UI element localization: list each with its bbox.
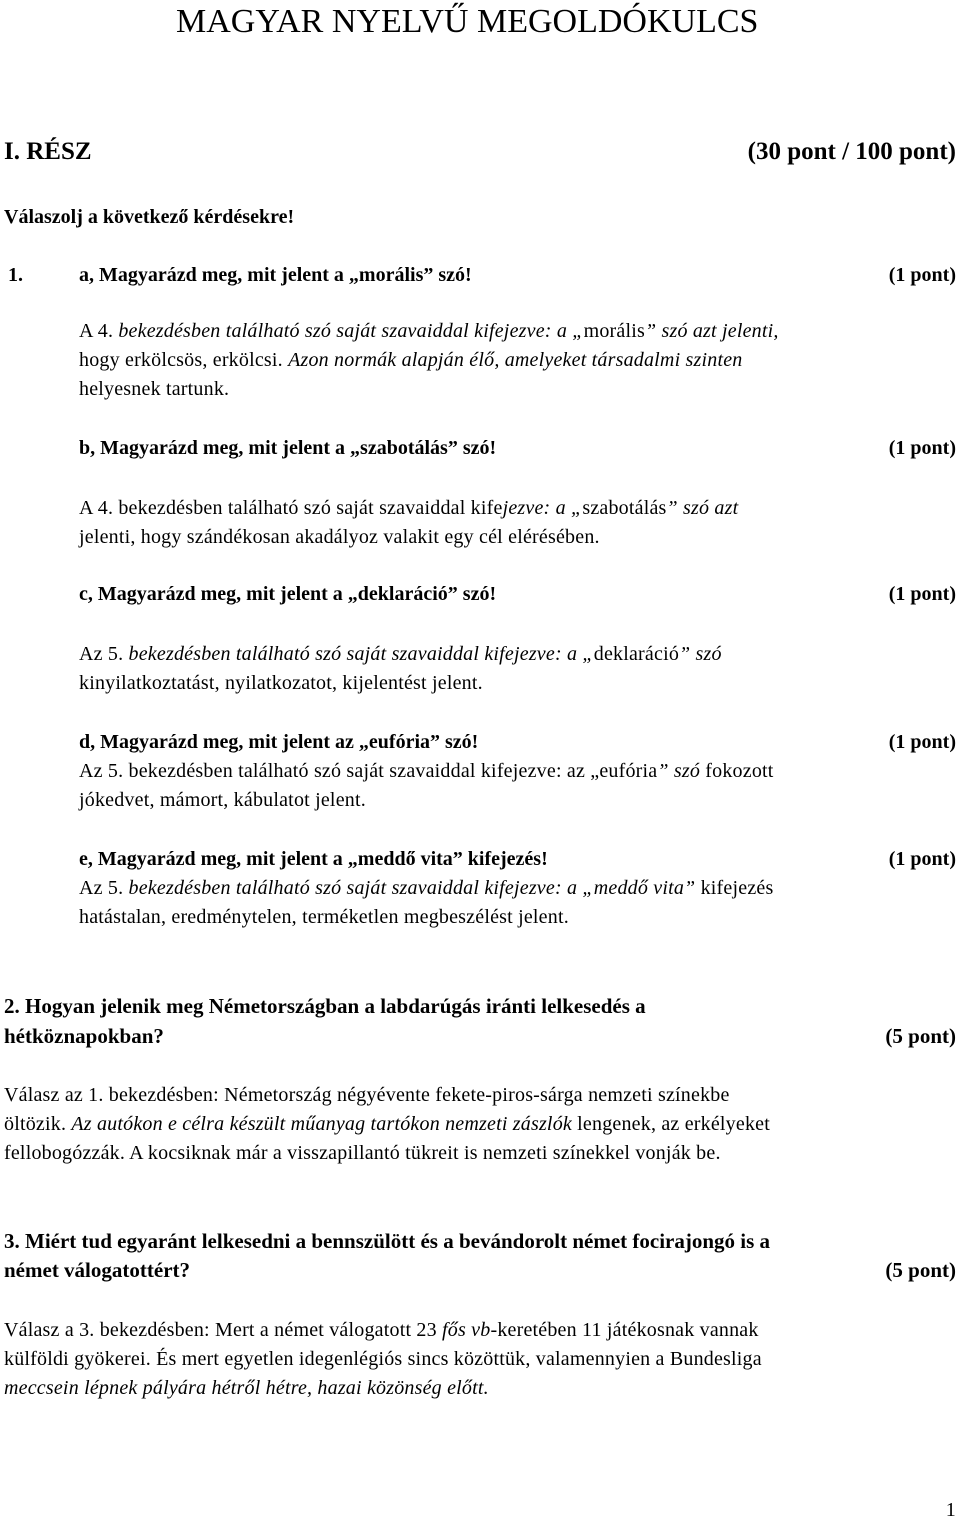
answer-1c-line-2: kinyilatkoztatást, nyilatkozatot, kijelentést jelent.: [79, 672, 483, 694]
answer-1a-line-1: A 4. bekezdésben található szó saját szavaiddal kifejezve: a „morális” szó azt jelenti,: [79, 320, 779, 342]
answer-1b-line-1: A 4. bekezdésben található szó saját szavaiddal kifejezve: a „szabotálás” szó azt: [79, 497, 739, 519]
page-number: 1: [945, 1499, 956, 1521]
answer-3-line-1: Válasz a 3. bekezdésben: Mert a német válogatott 23 fős vb-keretében 11 játékosnak vannak: [4, 1319, 759, 1341]
answer-2-line-3: fellobogózzák. A kocsiknak már a visszapillantó tükreit is nemzeti színekkel vonják be.: [4, 1142, 721, 1164]
question-3-line-2: német válogatottért?: [4, 1258, 191, 1282]
question-1c: c, Magyarázd meg, mit jelent a „deklaráció” szó!: [79, 583, 497, 605]
points-1d: (1 pont): [888, 731, 956, 753]
question-number-1: 1.: [8, 264, 23, 286]
part-label: I. RÉSZ: [4, 138, 92, 165]
question-1e: e, Magyarázd meg, mit jelent a „meddő vita” kifejezés!: [79, 848, 548, 870]
question-1b: b, Magyarázd meg, mit jelent a „szabotálás” szó!: [79, 437, 497, 459]
document-title: MAGYAR NYELVŰ MEGOLDÓKULCS: [176, 3, 759, 40]
answer-1a-line-2: hogy erkölcsös, erkölcsi. Azon normák alapján élő, amelyeket társadalmi szinten: [79, 349, 743, 371]
answer-1d-line-2: jókedvet, mámort, kábulatot jelent.: [79, 789, 366, 811]
answer-3-line-3: meccsein lépnek pályára hétről hétre, hazai közönség előtt.: [4, 1377, 489, 1399]
answer-1c-line-1: Az 5. bekezdésben található szó saját szavaiddal kifejezve: a „deklaráció” szó: [79, 643, 722, 665]
answer-1e-line-1: Az 5. bekezdésben található szó saját szavaiddal kifejezve: a „meddő vita” kifejezés: [79, 877, 774, 899]
answer-2-line-2: öltözik. Az autókon e célra készült műanyag tartókon nemzeti zászlók lengenek, az erkélyeket: [4, 1113, 770, 1135]
answer-3-line-2: külföldi gyökerei. És mert egyetlen idegenlégiós sincs közöttük, valamennyien a Bundesliga: [4, 1348, 762, 1370]
question-3-line-1: 3. Miért tud egyaránt lelkesedni a bennszülött és a bevándorolt német focirajongó is a: [4, 1229, 771, 1253]
answer-1d-line-1: Az 5. bekezdésben található szó saját szavaiddal kifejezve: az „eufória” szó fokozott: [79, 760, 774, 782]
points-2: (5 pont): [885, 1024, 956, 1048]
points-1a: (1 pont): [888, 264, 956, 286]
points-1c: (1 pont): [888, 583, 956, 605]
part-points: (30 pont / 100 pont): [747, 138, 956, 165]
question-1d: d, Magyarázd meg, mit jelent az „eufória” szó!: [79, 731, 479, 753]
answer-1a-line-3: helyesnek tartunk.: [79, 378, 230, 400]
answer-2-line-1: Válasz az 1. bekezdésben: Németország négyévente fekete-piros-sárga nemzeti színekbe: [4, 1084, 730, 1106]
question-2-line-1: 2. Hogyan jelenik meg Németországban a labdarúgás iránti lelkesedés a: [4, 994, 646, 1018]
points-3: (5 pont): [885, 1258, 956, 1282]
answer-1e-line-2: hatástalan, eredménytelen, terméketlen megbeszélést jelent.: [79, 906, 569, 928]
instruction: Válaszolj a következő kérdésekre!: [4, 206, 295, 228]
question-2-line-2: hétköznapokban?: [4, 1024, 164, 1048]
points-1e: (1 pont): [888, 848, 956, 870]
question-1a: a, Magyarázd meg, mit jelent a „morális” szó!: [79, 264, 472, 286]
points-1b: (1 pont): [888, 437, 956, 459]
answer-1b-line-2: jelenti, hogy szándékosan akadályoz valakit egy cél elérésében.: [79, 526, 600, 548]
